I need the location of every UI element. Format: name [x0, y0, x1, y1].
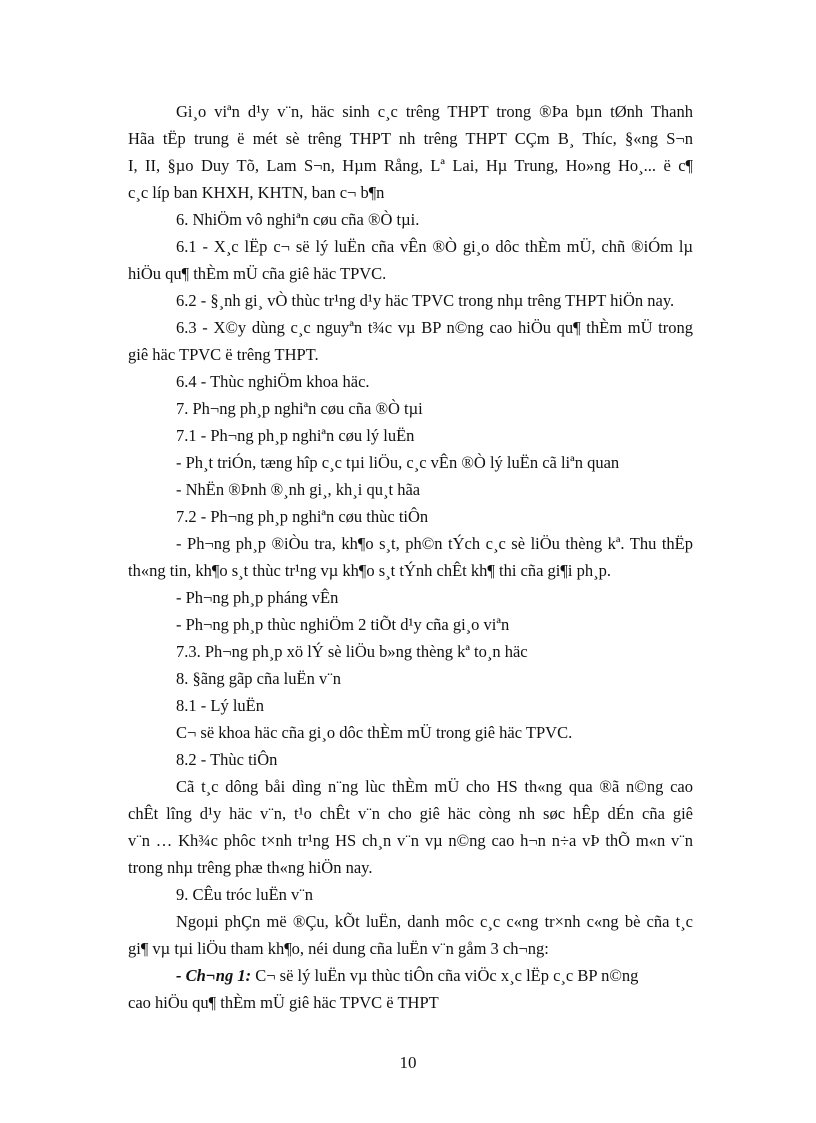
item-8-2-text-line-2: chÊt lîng d¹y häc v¨n, t¹o chÊt v¨n cho giê häc còng nh søc hÊp dÉn cña giê [128, 804, 693, 823]
chapter-1-text-start: C¬ së lý luËn vµ thùc tiÔn cña viÖc x¸c lËp c¸c BP n©ng [251, 966, 639, 985]
item-7-2-bullet-b: - Ph¬ng ph¸p pháng vÊn [176, 588, 339, 607]
chapter-1-label: - Ch¬ng 1: [176, 966, 252, 985]
item-6-1-line-1: 6.1 - X¸c lËp c¬ së lý luËn cña vÊn ®Ò gi¸o dôc thÈm mÜ, chñ ®iÓm lµ [176, 237, 693, 256]
item-8-2-text-line-1: Cã t¸c dông båi dìng n¨ng lùc thÈm mÜ cho HS th«ng qua ®ã n©ng cao [176, 777, 693, 796]
item-9-text-line-1: Ngoµi phÇn më ®Çu, kÕt luËn, danh môc c¸c c«ng tr×nh c«ng bè cña t¸c [176, 912, 693, 931]
page-content [128, 98, 693, 1016]
page-number: 10 [399, 1053, 417, 1072]
item-8-2-text-line-4: trong nhµ trêng phæ th«ng hiÖn nay. [128, 858, 373, 877]
item-6-2: 6.2 - §¸nh gi¸ vÒ thùc tr¹ng d¹y häc TPVC trong nhµ trêng THPT hiÖn nay. [176, 291, 675, 310]
item-7-2-bullet-a-line-2: th«ng tin, kh¶o s¸t thùc tr¹ng vµ kh¶o s¸t tÝnh chÊt kh¶ thi cña gi¶i ph¸p. [128, 561, 611, 580]
item-7-2-bullet-a-line-1: - Ph¬ng ph¸p ®iÒu tra, kh¶o s¸t, ph©n tÝch c¸c sè liÖu thèng kª. Thu thËp [176, 534, 693, 553]
paragraph-teachers-line-3: I, II, §µo Duy Tõ, Lam S¬n, Hµm Rång, Lª Lai, Hµ Trung, Ho»ng Ho¸... ë c¶ [128, 156, 693, 175]
chapter-1-line-2: cao hiÖu qu¶ thÈm mÜ giê häc TPVC ë THPT [128, 993, 439, 1012]
item-6-4: 6.4 - Thùc nghiÖm khoa häc. [176, 372, 370, 391]
item-8-1: 8.1 - Lý luËn [176, 696, 264, 715]
item-7-2-bullet-c: - Ph¬ng ph¸p thùc nghiÖm 2 tiÕt d¹y cña gi¸o viªn [176, 615, 510, 634]
paragraph-teachers-line-4: c¸c líp ban KHXH, KHTN, ban c¬ b¶n [128, 183, 385, 202]
item-6-3-line-1: 6.3 - X©y dùng c¸c nguyªn t¾c vµ BP n©ng cao hiÖu qu¶ thÈm mÜ trong [176, 318, 693, 337]
section-heading-9: 9. CÊu tróc luËn v¨n [176, 885, 314, 904]
item-6-3-line-2: giê häc TPVC ë trêng THPT. [128, 345, 319, 364]
section-heading-8: 8. §ãng gãp cña luËn v¨n [176, 669, 341, 688]
item-8-2-text-line-3: v¨n … Kh¾c phôc t×nh tr¹ng HS ch¸n v¨n vµ n©ng cao h¬n n÷a vÞ thÕ m«n v¨n [128, 831, 693, 850]
item-7-1: 7.1 - Ph¬ng ph¸p nghiªn cøu lý luËn [176, 426, 415, 445]
item-7-1-bullet-b: - NhËn ®Þnh ®¸nh gi¸, kh¸i qu¸t hãa [176, 480, 421, 499]
item-7-1-bullet-a: - Ph¸t triÓn, tæng hîp c¸c tµi liÖu, c¸c vÊn ®Ò lý luËn cã liªn quan [176, 453, 620, 472]
item-7-3: 7.3. Ph¬ng ph¸p xö lÝ sè liÖu b»ng thèng kª to¸n häc [176, 642, 528, 661]
paragraph-teachers-line-1: Gi¸o viªn d¹y v¨n, häc sinh c¸c trêng THPT trong ®Þa bµn tØnh Thanh [176, 102, 693, 121]
item-9-text-line-2: gi¶ vµ tµi liÖu tham kh¶o, néi dung cña luËn v¨n gåm 3 ch¬ng: [128, 939, 549, 958]
item-6-1-line-2: hiÖu qu¶ thÈm mÜ cña giê häc TPVC. [128, 264, 387, 283]
section-heading-7: 7. Ph¬ng ph¸p nghiªn cøu cña ®Ò tµi [176, 399, 423, 418]
item-8-1-text: C¬ së khoa häc cña gi¸o dôc thÈm mÜ trong giê häc TPVC. [176, 723, 573, 742]
paragraph-teachers-line-2: Hãa tËp trung ë mét sè trêng THPT nh trêng THPT CÇm B¸ Thíc, §«ng S¬n [128, 129, 693, 148]
section-heading-6: 6. NhiÖm vô nghiªn cøu cña ®Ò tµi. [176, 210, 420, 229]
item-7-2: 7.2 - Ph¬ng ph¸p nghiªn cøu thùc tiÔn [176, 507, 429, 526]
chapter-1-line-1 [128, 962, 693, 989]
item-8-2: 8.2 - Thùc tiÔn [176, 750, 278, 769]
